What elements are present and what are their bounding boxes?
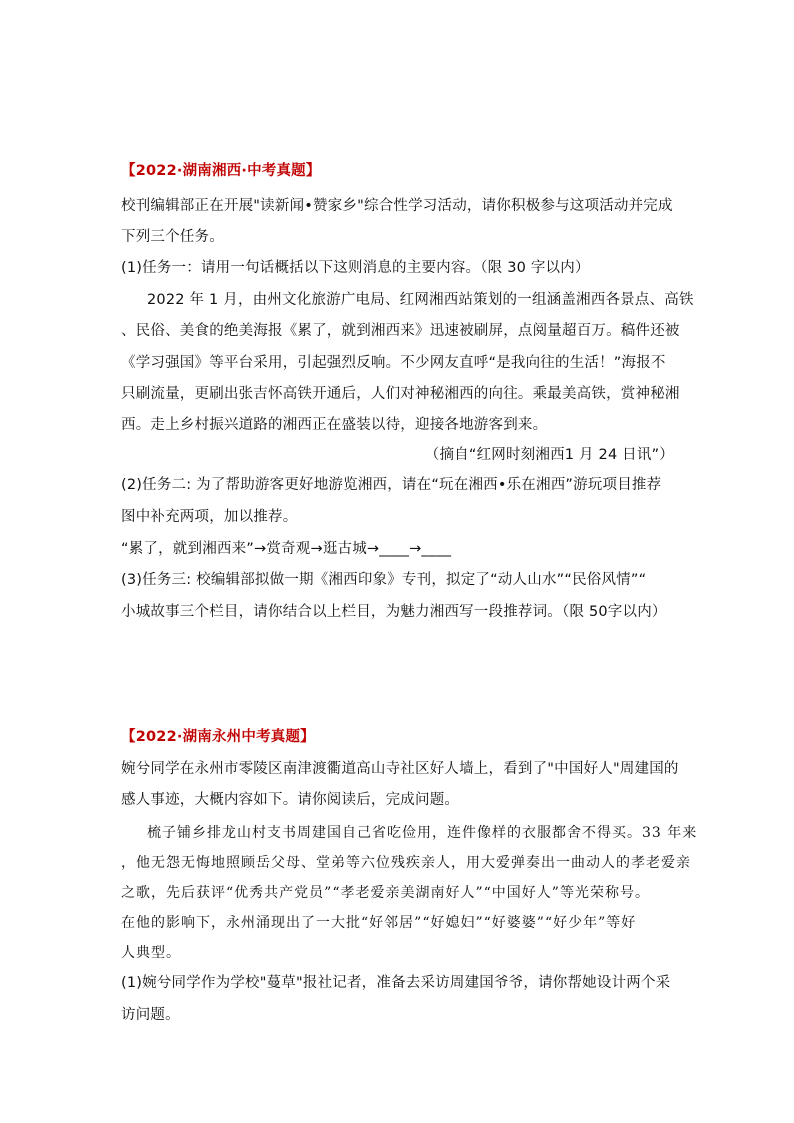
news-line-5: 西。走上乡村振兴道路的湘西正在盛装以待，迎接各地游客到来。 bbox=[121, 417, 548, 433]
news-source: （摘自“红网时刻湘西1 月 24 日讯”） bbox=[424, 447, 674, 463]
story-line-4: 在他的影响下，永州涌现出了一大批“好邻居”“好媳妇”“好婆婆”“好少年”等好 bbox=[121, 915, 637, 931]
task3-prompt-line-2: 小城故事三个栏目，请你结合以上栏目，为魅力湘西写一段推荐词。（限 50字以内） bbox=[121, 604, 667, 620]
section1-heading: 【2022·湖南湘西·中考真题】 bbox=[121, 163, 321, 179]
question1-line-2: 访问题。 bbox=[121, 1007, 180, 1023]
section1-intro-line-2: 下列三个任务。 bbox=[121, 229, 224, 245]
section2-intro-line-2: 感人事迹，大概内容如下。请你阅读后，完成问题。 bbox=[121, 792, 460, 808]
news-line-4: 只刷流量，更刷出张吉怀高铁开通后，人们对神秘湘西的向往。乘最美高铁，赏神秘湘 bbox=[121, 386, 680, 402]
task2-prompt-line-1: (2)任务二: 为了帮助游客更好地游览湘西，请在“玩在湘西•乐在湘西”游玩项目推荐 bbox=[121, 477, 662, 493]
section2-heading: 【2022·湖南永州中考真题】 bbox=[121, 729, 315, 745]
section2-intro-line-1: 婉兮同学在永州市零陵区南津渡衢道高山寺社区好人墙上，看到了"中国好人"周建国的 bbox=[121, 761, 679, 777]
story-line-5: 人典型。 bbox=[121, 945, 181, 961]
story-line-1: 梳子铺乡排龙山村支书周建国自己省吃俭用，连件像样的衣服都舍不得买。33 年来 bbox=[147, 825, 698, 841]
task1-prompt: (1)任务一：请用一句话概括以下这则消息的主要内容。（限 30 字以内） bbox=[121, 260, 590, 276]
task2-prompt-line-2: 图中补充两项，加以推荐。 bbox=[121, 509, 298, 525]
news-line-3: 《学习强国》等平台采用，引起强烈反响。不少网友直呼“是我向往的生活！”海报不 bbox=[121, 355, 666, 371]
question1-line-1: (1)婉兮同学作为学校"蔓草"报社记者，准备去采访周建国爷爷，请你帮她设计两个采 bbox=[121, 975, 671, 991]
story-line-3: 之歌，先后获评“优秀共产党员”“孝老爱亲美湖南好人”“中国好人”等光荣称号。 bbox=[121, 885, 650, 901]
task3-prompt-line-1: (3)任务三: 校编辑部拟做一期《湘西印象》专刊，拟定了“动人山水”“民俗风情”“ bbox=[121, 572, 647, 588]
section1-intro-line-1: 校刊编辑部正在开展"读新闻•赞家乡"综合性学习活动，请你积极参与这项活动并完成 bbox=[121, 198, 673, 214]
news-line-1: 2022 年 1 月，由州文化旅游广电局、红网湘西站策划的一组涵盖湘西各景点、高铁 bbox=[147, 292, 694, 308]
story-line-2: ，他无怨无悔地照顾岳父母、堂弟等六位残疾亲人，用大爱弹奏出一曲动人的孝老爱亲 bbox=[121, 855, 691, 871]
news-line-2: 、民俗、美食的绝美海报《累了，就到湘西来》迅速被刷屏，点阅量超百万。稿件还被 bbox=[121, 323, 680, 339]
route-fill-blanks: “累了，就到湘西来”→赏奇观→逛古城→____→____ bbox=[121, 541, 452, 557]
